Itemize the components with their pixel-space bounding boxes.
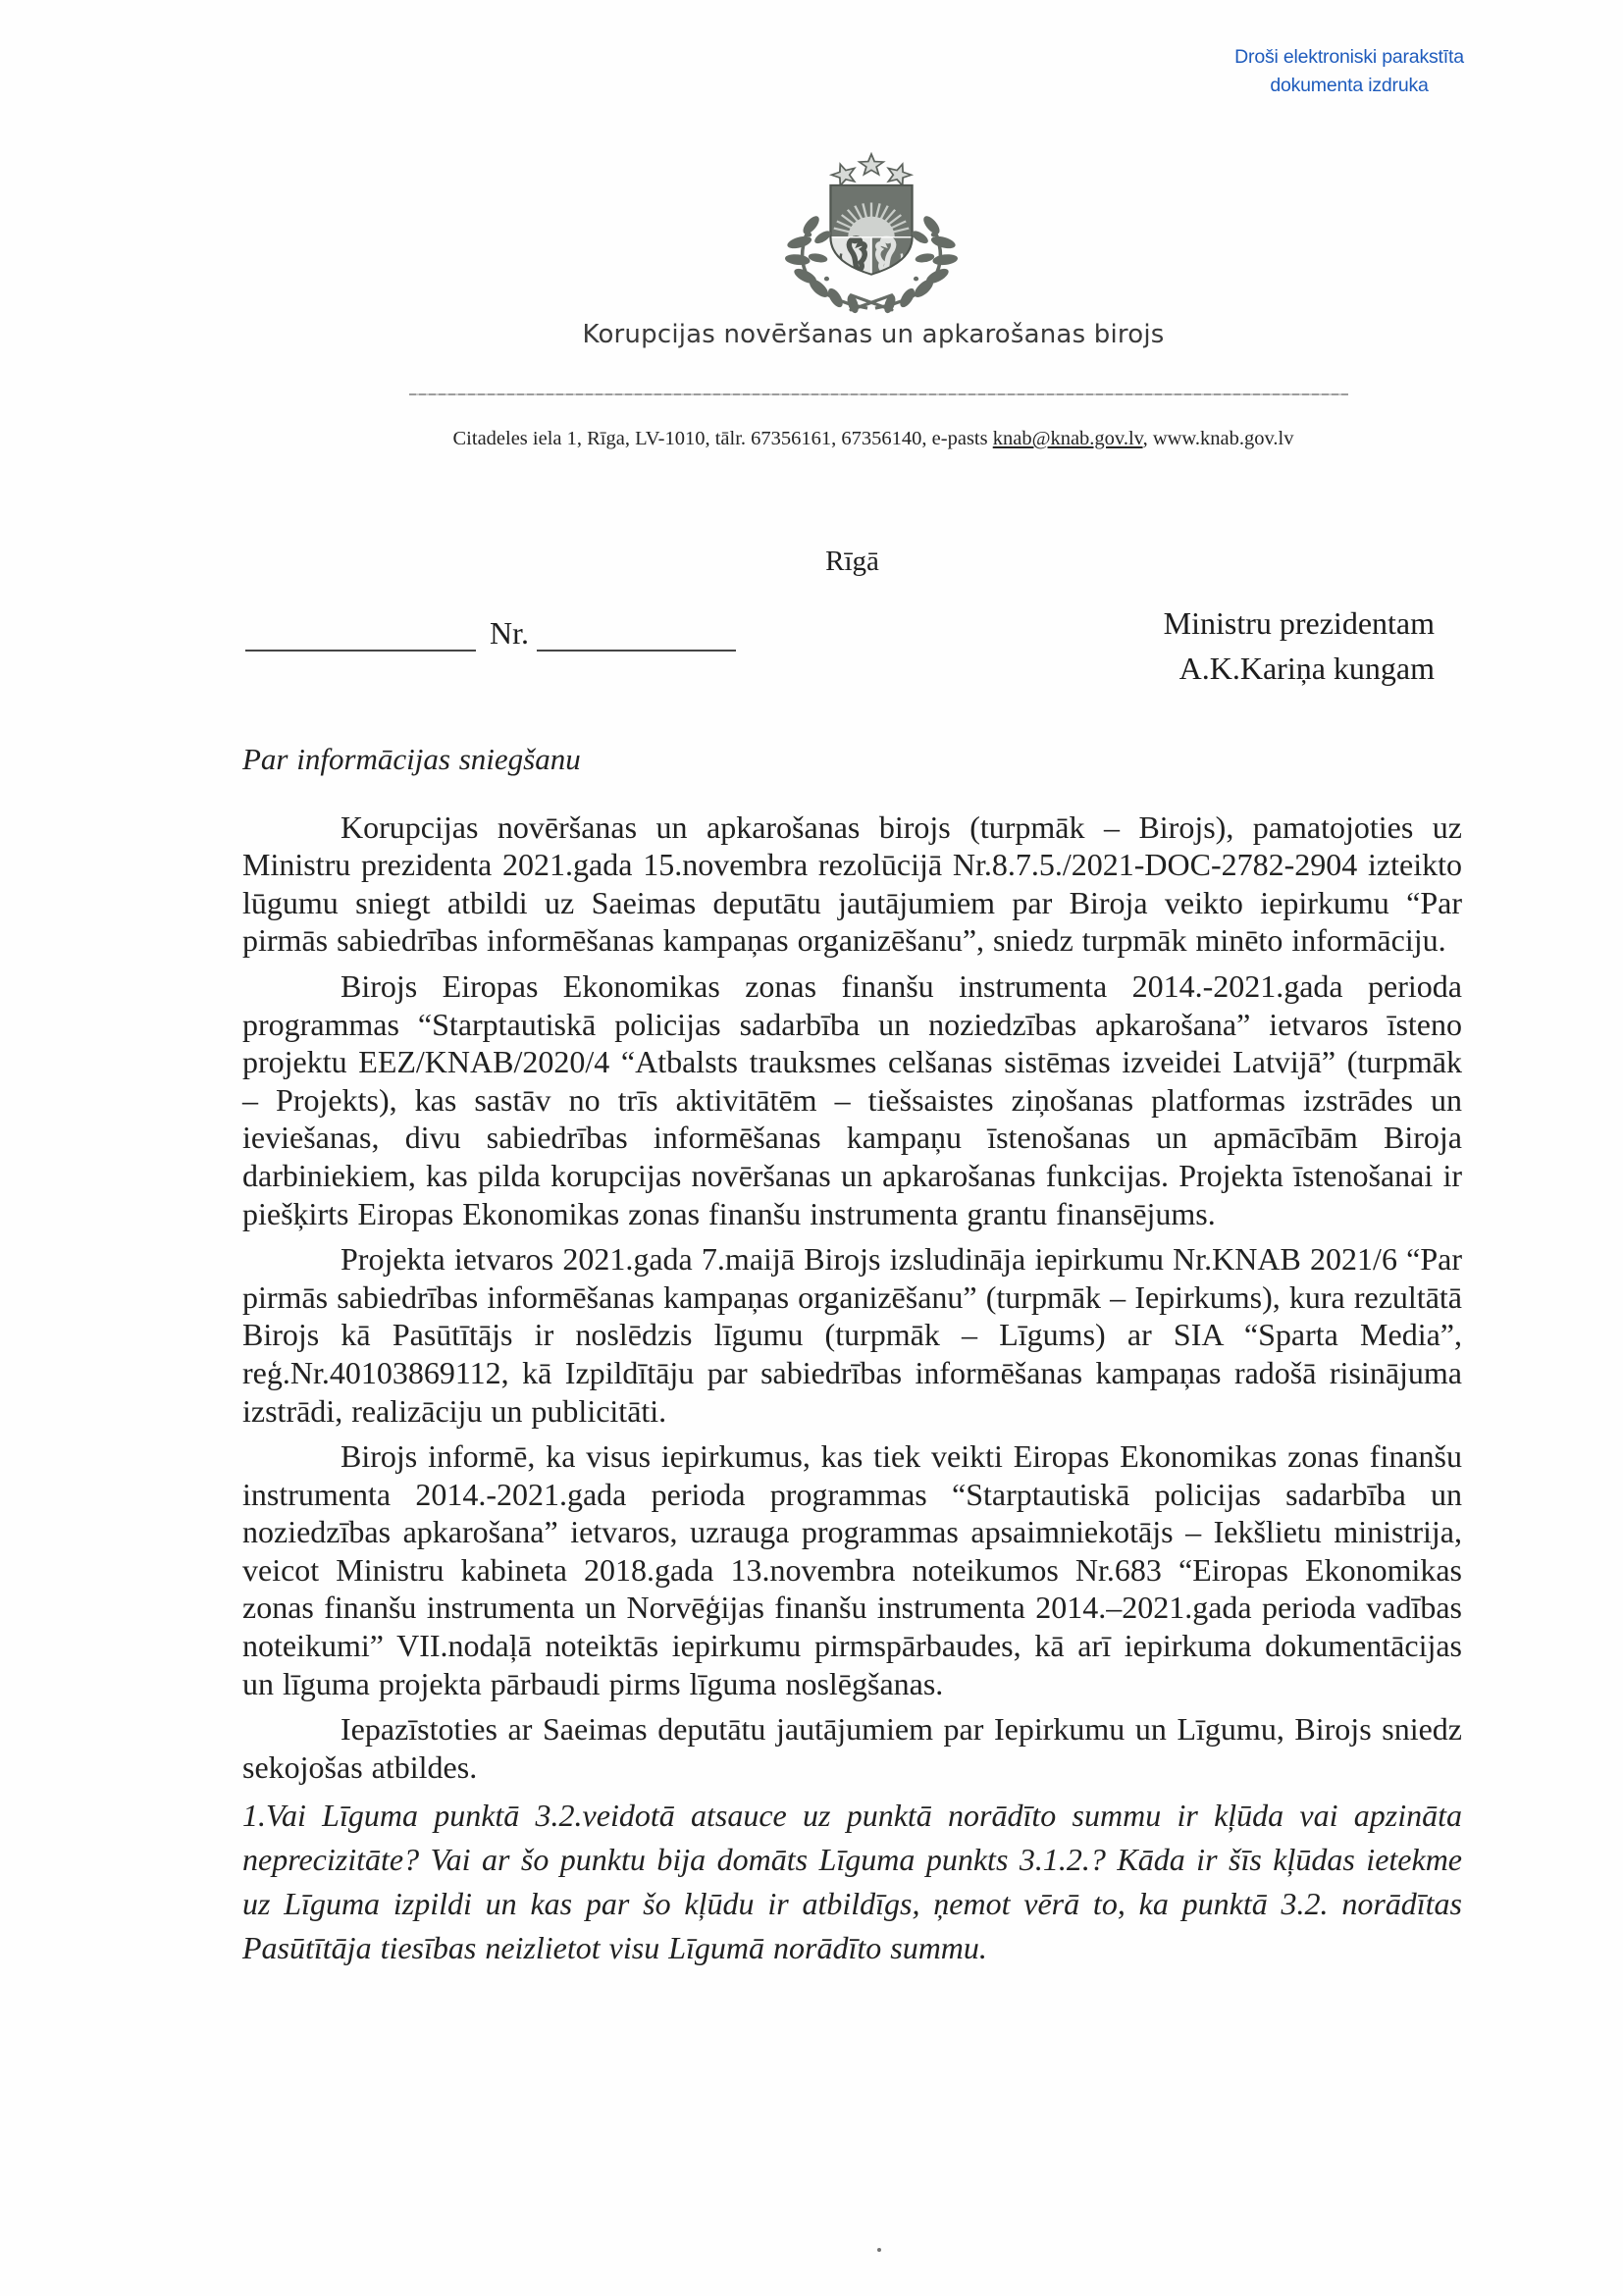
place-line: Rīgā: [825, 546, 879, 577]
question-item: 1.Vai Līguma punktā 3.2.veidotā atsauce uz punktā norādīto summu ir kļūda vai apzināta neprecizitāte? Vai ar šo punktu bija domāts Līguma punkts 3.1.2.? Kāda ir šīs kļūdas ietekme uz Līguma izpildi un kas par šo kļūdu ir atbildīgs, ņemot vērā to, ka punktā 3.2. norādītas Pasūtītāja tiesības neizlietot visu Līgumā norādīto summu.: [242, 1798, 1462, 1966]
latvia-coat-of-arms-icon: [774, 147, 969, 316]
contact-line: [124, 424, 1623, 453]
number-label: Nr.: [490, 615, 529, 651]
email-link[interactable]: knab@knab.gov.lv: [992, 428, 1143, 449]
recipient-block: [1164, 600, 1435, 691]
paragraph: Birojs Eiropas Ekonomikas zonas finanšu instrumenta 2014.-2021.gada perioda programmas “Starptautiskā policijas sadarbība un noziedzības apkarošana” ietvaros īsteno projektu EEZ/KNAB/2020/4 “Atbalsts trauksmes celšanas sistēmas izveidei Latvijā” (turpmāk – Projekts), kas sastāv no trīs aktivitātēm – tiešsaistes ziņošanas platformas izstrādes un ieviešanas, divu sabiedrības informēšanas kampaņu īstenošanas un apmācībām Biroja darbiniekiem, kas pilda korupcijas novēršanas un apkarošanas funkcijas. Projekta īstenošanai ir piešķirts Eiropas Ekonomikas zonas finanšu instrumenta grantu finansējums.: [242, 967, 1462, 1231]
letter-body: [242, 741, 1462, 1970]
date-blank-line: [245, 614, 476, 652]
header-divider: [409, 393, 1348, 395]
e-signature-stamp: [1215, 43, 1484, 100]
scan-artifact-dot: [877, 2248, 881, 2252]
paragraph: Iepazīstoties ar Saeimas deputātu jautājumiem par Iepirkumu un Līgumu, Birojs sniedz sekojošas atbildes.: [242, 1711, 1462, 1785]
stamp-line2: dokumenta izdruka: [1270, 75, 1429, 96]
number-blank-line: [537, 614, 736, 652]
paragraph: Projekta ietvaros 2021.gada 7.maijā Birojs izsludināja iepirkumu Nr.KNAB 2021/6 “Par pirmās sabiedrības informēšanas kampaņas organizēšanu” (turpmāk – Iepirkums), kura rezultātā Birojs kā Pasūtītājs ir noslēdzis līgumu (turpmāk – Līgums) ar SIA “Sparta Media”, reģ.Nr.40103869112, kā Izpildītāju par sabiedrības informēšanas kampaņas radošā risinājuma izstrādi, realizāciju un publicitāti.: [242, 1241, 1462, 1429]
address-text: Citadeles iela 1, Rīga, LV-1010, tālr. 67356161, 67356140, e-pasts: [452, 428, 993, 449]
subject-line: Par informācijas sniegšanu: [242, 742, 581, 776]
recipient-title: Ministru prezidentam: [1163, 605, 1435, 641]
website-text: , www.knab.gov.lv: [1142, 428, 1294, 449]
recipient-name: A.K.Kariņa kungam: [1178, 651, 1435, 686]
stamp-line1: Droši elektroniski parakstīta: [1234, 46, 1464, 68]
organization-name: Korupcijas novēršanas un apkarošanas birojs: [582, 320, 1165, 349]
paragraph: Birojs informē, ka visus iepirkumus, kas tiek veikti Eiropas Ekonomikas zonas finanšu instrumenta 2014.-2021.gada perioda programmas “Starptautiskā policijas sadarbība un noziedzības apkarošana” ietvaros, uzrauga programmas apsaimniekotājs – Iekšlietu ministrija, veicot Ministru kabineta 2018.gada 13.novembra noteikumos Nr.683 “Eiropas Ekonomikas zonas finanšu instrumenta un Norvēģijas finanšu instrumenta 2014.–2021.gada perioda vadības noteikumi” VII.nodaļā noteiktās iepirkumu pirmspārbaudes, kā arī iepirkuma dokumentācijas un līguma projekta pārbaudi pirms līguma noslēgšanas.: [242, 1438, 1462, 1701]
reference-number-row: [245, 614, 736, 652]
paragraph: Korupcijas novēršanas un apkarošanas birojs (turpmāk – Birojs), pamatojoties uz Ministru prezidenta 2021.gada 15.novembra rezolūcijā Nr.8.7.5./2021-DOC-2782-2904 izteikto lūgumu sniegt atbildi uz Saeimas deputātu jautājumiem par Biroja veikto iepirkumu “Par pirmās sabiedrības informēšanas kampaņas organizēšanu”, sniedz turpmāk minēto informāciju.: [242, 809, 1462, 959]
